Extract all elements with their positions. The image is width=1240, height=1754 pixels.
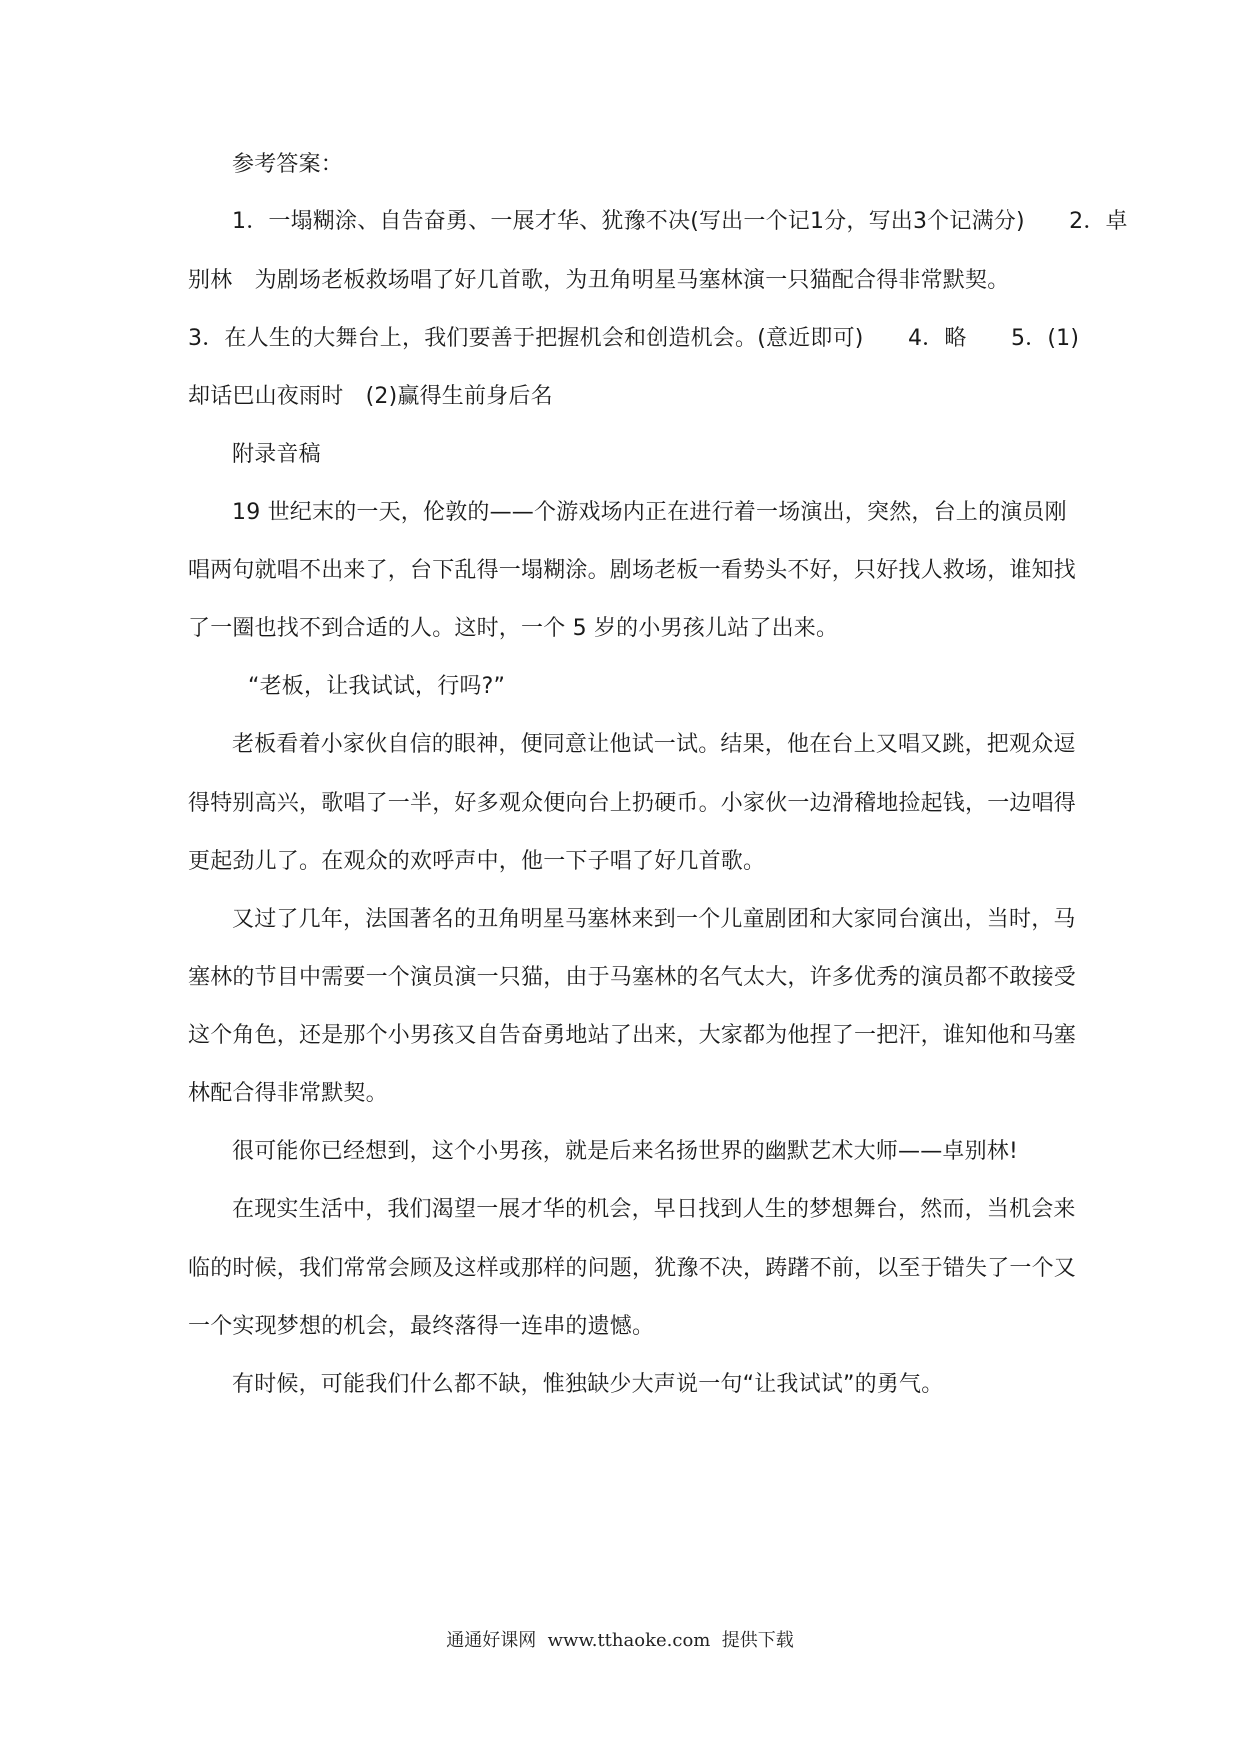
answer-line-4: 却话巴山夜雨时 (2)赢得生前身后名 <box>188 384 553 409</box>
paragraph-1-line-2: 唱两句就唱不出来了，台下乱得一塌糊涂。剧场老板一看势头不好，只好找人救场，谁知找 <box>188 558 1077 583</box>
answer-line-3: 3．在人生的大舞台上，我们要善于把握机会和创造机会。(意近即可) 4．略 5．(1) <box>188 326 1080 351</box>
paragraph-3-line-1: 又过了几年，法国著名的丑角明星马塞林来到一个儿童剧团和大家同台演出，当时，马 <box>232 907 1076 932</box>
paragraph-4: 很可能你已经想到，这个小男孩，就是后来名扬世界的幽默艺术大师——卓别林! <box>232 1139 1019 1164</box>
paragraph-5-line-3: 一个实现梦想的机会，最终落得一连串的遗憾。 <box>188 1314 655 1339</box>
page-footer: 通通好课网 www.tthaoke.com 提供下载 <box>446 1630 794 1651</box>
paragraph-2-line-3: 更起劲儿了。在观众的欢呼声中，他一下子唱了好几首歌。 <box>188 849 766 874</box>
paragraph-6: 有时候，可能我们什么都不缺，惟独缺少大声说一句“让我试试”的勇气。 <box>232 1372 944 1397</box>
paragraph-1-line-1: 19 世纪末的一天，伦敦的——个游戏场内正在进行着一场演出，突然，台上的演员刚 <box>232 500 1067 525</box>
answer-line-2: 别林 为剧场老板救场唱了好几首歌，为丑角明星马塞林演一只猫配合得非常默契。 <box>188 268 1010 293</box>
appendix-heading: 附录音稿 <box>232 442 321 467</box>
paragraph-2-line-1: 老板看着小家伙自信的眼神，便同意让他试一试。结果，他在台上又唱又跳，把观众逗 <box>232 732 1076 757</box>
paragraph-3-line-4: 林配合得非常默契。 <box>188 1081 388 1106</box>
answers-heading: 参考答案： <box>232 152 344 177</box>
paragraph-2-line-2: 得特别高兴，歌唱了一半，好多观众便向台上扔硬币。小家伙一边滑稽地捡起钱，一边唱得 <box>188 791 1077 816</box>
answer-line-1: 1．一塌糊涂、自告奋勇、一展才华、犹豫不决(写出一个记1分，写出3个记满分) 2．卓 <box>232 209 1128 234</box>
paragraph-1-line-3: 了一圈也找不到合适的人。这时，一个 5 岁的小男孩儿站了出来。 <box>188 616 839 641</box>
paragraph-3-line-2: 塞林的节目中需要一个演员演一只猫，由于马塞林的名气太大，许多优秀的演员都不敢接受 <box>188 965 1077 990</box>
paragraph-3-line-3: 这个角色，还是那个小男孩又自告奋勇地站了出来，大家都为他捏了一把汗，谁知他和马塞 <box>188 1023 1077 1048</box>
paragraph-5-line-2: 临的时候，我们常常会顾及这样或那样的问题，犹豫不决，踌躇不前，以至于错失了一个又 <box>188 1256 1077 1281</box>
quote-line: “老板，让我试试，行吗?” <box>248 674 506 699</box>
paragraph-5-line-1: 在现实生活中，我们渴望一展才华的机会，早日找到人生的梦想舞台，然而，当机会来 <box>232 1197 1076 1222</box>
